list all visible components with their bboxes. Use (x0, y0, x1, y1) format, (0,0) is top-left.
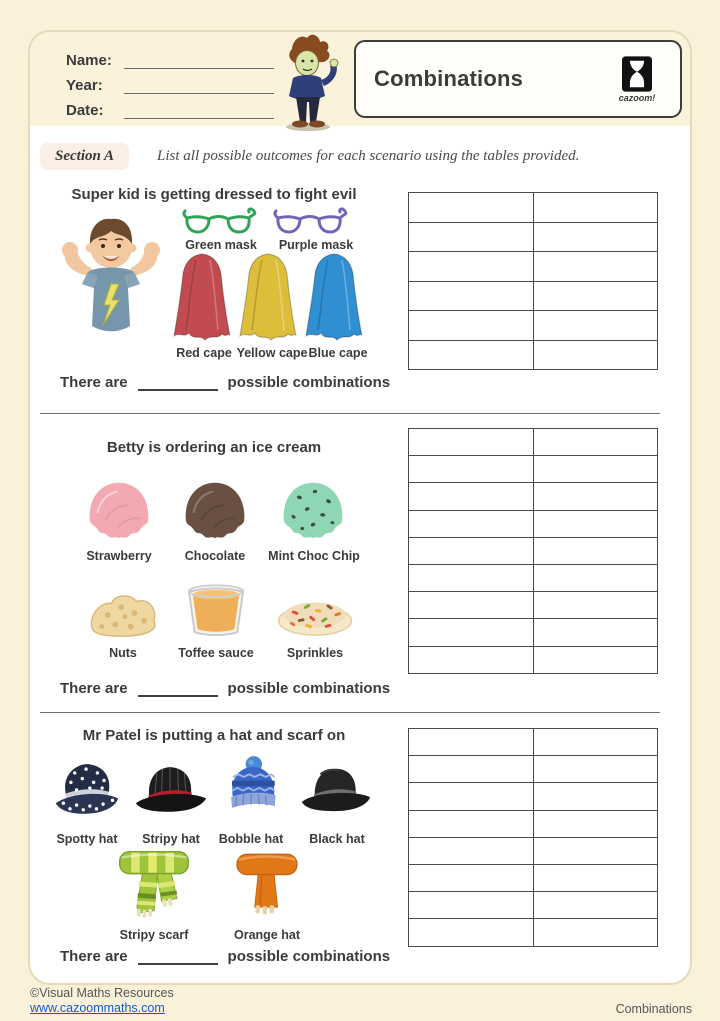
scenario2-answer-line (60, 680, 390, 697)
table-cell[interactable] (533, 729, 658, 756)
stripy-hat-label: Stripy hat (142, 832, 200, 846)
table-row (409, 222, 658, 252)
table-cell[interactable] (409, 281, 534, 311)
scenario3-title: Mr Patel is putting a hat and scarf on (82, 727, 346, 744)
table-cell[interactable] (409, 592, 534, 619)
table-cell[interactable] (533, 592, 658, 619)
table-row (409, 864, 658, 891)
table-cell[interactable] (409, 756, 534, 783)
table-cell[interactable] (533, 837, 658, 864)
table-cell[interactable] (533, 619, 658, 646)
worksheet-title: Combinations (374, 66, 524, 91)
toffee-sauce-icon (184, 582, 248, 640)
table-cell[interactable] (533, 222, 658, 252)
table-cell[interactable] (409, 783, 534, 810)
sprinkles-icon (276, 590, 354, 638)
footer-copyright: ©Visual Maths Resources (30, 986, 174, 1000)
table-row (409, 537, 658, 564)
table-cell[interactable] (533, 456, 658, 483)
stripy-scarf-label: Stripy scarf (119, 928, 189, 942)
table-row (409, 311, 658, 341)
stripy-scarf-icon (114, 846, 194, 926)
spotty-hat-icon (52, 752, 122, 826)
table-row (409, 340, 658, 370)
green-mask-icon (181, 206, 257, 236)
purple-mask-icon (272, 206, 348, 236)
table-cell[interactable] (409, 193, 534, 223)
chocolate-label: Chocolate (184, 549, 246, 563)
footer-link[interactable]: www.cazoommaths.com (30, 1001, 165, 1015)
cazoom-logo-text: cazoom! (618, 92, 656, 103)
answer-suffix: possible combinations (227, 374, 391, 391)
name-input-line[interactable] (124, 53, 274, 69)
table-cell[interactable] (533, 564, 658, 591)
table-cell[interactable] (533, 864, 658, 891)
answer-blank[interactable] (138, 376, 218, 391)
table-cell[interactable] (409, 483, 534, 510)
table-cell[interactable] (409, 919, 534, 946)
blue-cape-icon (304, 252, 364, 344)
table-cell[interactable] (409, 564, 534, 591)
section-instruction: List all possible outcomes for each scenario using the tables provided. (157, 148, 580, 164)
table-cell[interactable] (533, 311, 658, 341)
table-cell[interactable] (533, 510, 658, 537)
scenario-divider (40, 413, 660, 414)
sprinkles-label: Sprinkles (286, 646, 344, 660)
table-row (409, 592, 658, 619)
scenario1-answer-line (60, 374, 390, 391)
green-mask-label: Green mask (185, 238, 257, 252)
toffee-sauce-label: Toffee sauce (178, 646, 254, 660)
answer-prefix: There are (60, 374, 128, 391)
table-cell[interactable] (533, 892, 658, 919)
nuts-label: Nuts (109, 646, 137, 660)
table-cell[interactable] (409, 510, 534, 537)
table-row (409, 252, 658, 282)
table-row (409, 564, 658, 591)
name-label: Name: (66, 52, 112, 69)
cazoom-logo-icon (622, 56, 652, 92)
answer-prefix: There are (60, 948, 128, 965)
black-hat-icon (300, 752, 372, 826)
table-cell[interactable] (533, 483, 658, 510)
scenario3-answer-line (60, 948, 390, 965)
table-cell[interactable] (533, 756, 658, 783)
table-cell[interactable] (409, 252, 534, 282)
table-cell[interactable] (533, 340, 658, 370)
table-row (409, 619, 658, 646)
table-cell[interactable] (409, 456, 534, 483)
table-row (409, 456, 658, 483)
table-cell[interactable] (409, 864, 534, 891)
strawberry-scoop-icon (84, 476, 154, 546)
answer-prefix: There are (60, 680, 128, 697)
scenario2-title: Betty is ordering an ice cream (106, 439, 322, 456)
answer-suffix: possible combinations (227, 680, 391, 697)
year-input-line[interactable] (124, 78, 274, 94)
table-row (409, 919, 658, 946)
table-cell[interactable] (409, 222, 534, 252)
stripy-hat-icon (134, 752, 208, 826)
section-row (40, 143, 579, 170)
table-row (409, 783, 658, 810)
table-row (409, 810, 658, 837)
bobble-hat-icon (222, 748, 282, 826)
blue-cape-label: Blue cape (308, 346, 368, 360)
table-row (409, 729, 658, 756)
table-cell[interactable] (409, 537, 534, 564)
bobble-hat-label: Bobble hat (218, 832, 284, 846)
mint-choc-chip-scoop-icon (278, 476, 348, 546)
table-cell[interactable] (533, 252, 658, 282)
table-cell[interactable] (533, 281, 658, 311)
yellow-cape-icon (238, 252, 298, 344)
purple-mask-label: Purple mask (278, 238, 354, 252)
answer-blank[interactable] (138, 682, 218, 697)
table-cell[interactable] (533, 537, 658, 564)
red-cape-icon (172, 252, 232, 344)
orange-scarf-icon (230, 846, 304, 926)
scenario1-title: Super kid is getting dressed to fight evil (71, 186, 357, 203)
mint-choc-chip-label: Mint Choc Chip (268, 549, 360, 563)
chocolate-scoop-icon (180, 476, 250, 546)
scenario2-outcome-table[interactable] (408, 428, 658, 674)
table-row (409, 193, 658, 223)
scenario1-outcome-table[interactable] (408, 192, 658, 370)
table-cell[interactable] (533, 810, 658, 837)
table-row (409, 429, 658, 456)
nuts-icon (86, 588, 160, 640)
table-row (409, 483, 658, 510)
spotty-hat-label: Spotty hat (56, 832, 118, 846)
table-cell[interactable] (409, 810, 534, 837)
scenario-divider (40, 712, 660, 713)
section-label: Section A (40, 143, 129, 170)
table-cell[interactable] (533, 646, 658, 673)
table-cell[interactable] (409, 619, 534, 646)
table-row (409, 756, 658, 783)
title-box (354, 40, 682, 118)
orange-scarf-label: Orange hat (234, 928, 300, 942)
answer-blank[interactable] (138, 950, 218, 965)
date-label: Date: (66, 102, 104, 119)
table-cell[interactable] (409, 340, 534, 370)
table-row (409, 837, 658, 864)
table-cell[interactable] (533, 919, 658, 946)
scenario3-outcome-table[interactable] (408, 728, 658, 947)
student-fields (66, 44, 274, 119)
table-cell[interactable] (409, 311, 534, 341)
cazoom-logo (606, 56, 668, 103)
table-cell[interactable] (533, 193, 658, 223)
table-row (409, 892, 658, 919)
table-cell[interactable] (533, 783, 658, 810)
table-cell[interactable] (409, 429, 534, 456)
black-hat-label: Black hat (309, 832, 365, 846)
strawberry-label: Strawberry (86, 549, 152, 563)
table-row (409, 281, 658, 311)
date-input-line[interactable] (124, 103, 274, 119)
table-cell[interactable] (533, 429, 658, 456)
red-cape-label: Red cape (176, 346, 232, 360)
yellow-cape-label: Yellow cape (236, 346, 308, 360)
table-cell[interactable] (409, 729, 534, 756)
table-row (409, 646, 658, 673)
table-cell[interactable] (409, 892, 534, 919)
mascot-boy-icon (268, 32, 346, 132)
table-row (409, 510, 658, 537)
answer-suffix: possible combinations (227, 948, 391, 965)
super-kid-icon (50, 212, 172, 350)
year-label: Year: (66, 77, 103, 94)
table-cell[interactable] (409, 837, 534, 864)
footer-page-label: Combinations (615, 1002, 692, 1016)
table-cell[interactable] (409, 646, 534, 673)
